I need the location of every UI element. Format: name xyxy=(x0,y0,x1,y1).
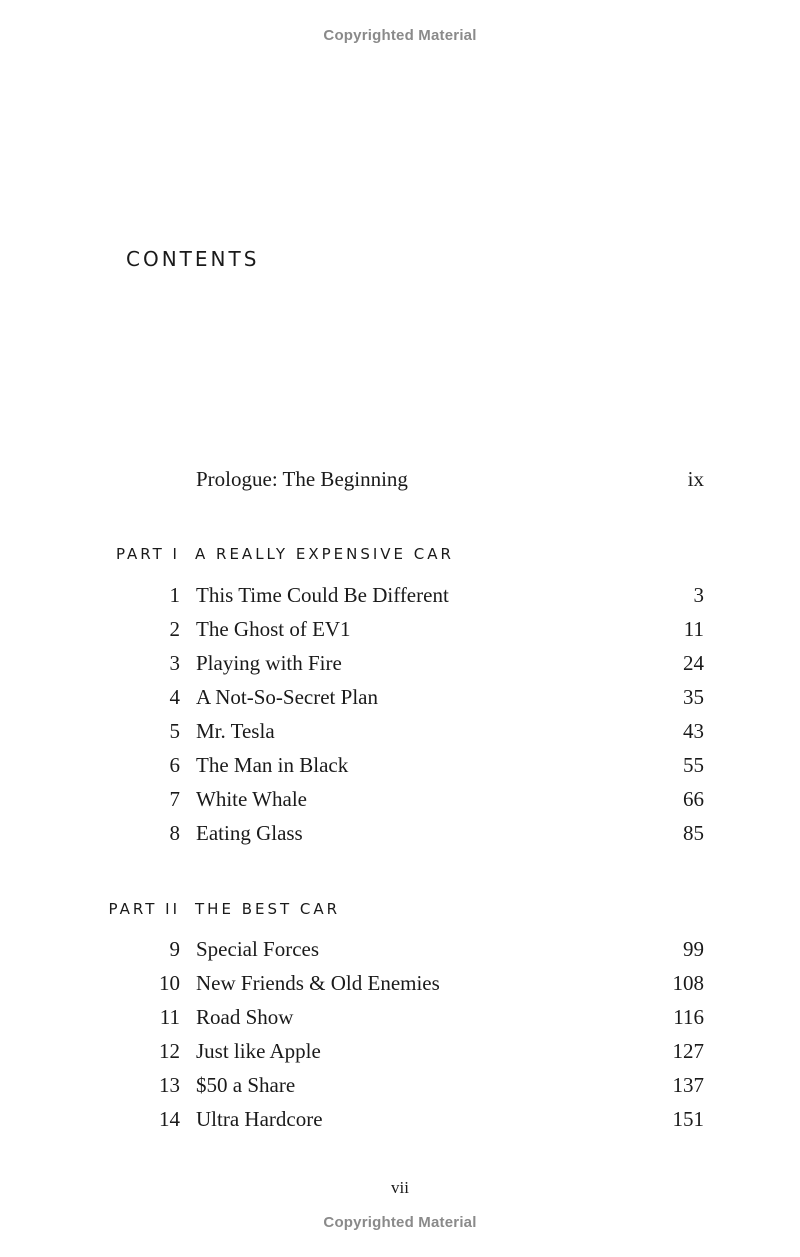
toc-entry xyxy=(0,934,800,964)
chapter-number: 9 xyxy=(169,937,180,961)
chapter-page: 99 xyxy=(683,937,704,961)
chapter-page: 66 xyxy=(683,787,704,811)
chapter-number: 4 xyxy=(169,685,180,709)
chapter-title: Ultra Hardcore xyxy=(196,1107,323,1131)
toc-entry xyxy=(0,648,800,678)
chapter-title: Eating Glass xyxy=(196,821,303,845)
chapter-number: 12 xyxy=(159,1039,180,1063)
copyright-watermark-bottom: Copyrighted Material xyxy=(323,1214,477,1231)
chapter-title: Road Show xyxy=(196,1005,294,1029)
part-title: A REALLY EXPENSIVE CAR xyxy=(195,545,454,563)
part-heading xyxy=(0,542,800,566)
chapter-page: 43 xyxy=(683,719,704,743)
chapter-number: 8 xyxy=(169,821,180,845)
toc-entry xyxy=(0,818,800,848)
chapter-number: 6 xyxy=(169,753,180,777)
chapter-page: 35 xyxy=(683,685,704,709)
toc-entry xyxy=(0,784,800,814)
chapter-number: 11 xyxy=(159,1005,180,1029)
chapter-page: 108 xyxy=(672,971,704,995)
chapter-title: This Time Could Be Different xyxy=(196,583,449,607)
part-title: THE BEST CAR xyxy=(195,900,341,918)
toc-entry xyxy=(0,1070,800,1100)
chapter-title: Mr. Tesla xyxy=(196,719,275,743)
chapter-page: 85 xyxy=(683,821,704,845)
part-label: PART II xyxy=(108,900,180,918)
toc-entry xyxy=(0,1104,800,1134)
chapter-title: Playing with Fire xyxy=(196,651,342,675)
contents-heading: CONTENTS xyxy=(126,247,260,271)
chapter-title: Just like Apple xyxy=(196,1039,321,1063)
chapter-page: 55 xyxy=(683,753,704,777)
chapter-number: 10 xyxy=(159,971,180,995)
toc-entry-prologue xyxy=(0,464,800,494)
chapter-page: 11 xyxy=(683,617,704,641)
chapter-page: 151 xyxy=(672,1107,704,1131)
chapter-number: 13 xyxy=(159,1073,180,1097)
chapter-number: 7 xyxy=(169,787,180,811)
chapter-number: 5 xyxy=(169,719,180,743)
chapter-title: The Man in Black xyxy=(196,753,349,777)
chapter-number: 2 xyxy=(169,617,180,641)
toc-entry xyxy=(0,580,800,610)
chapter-title: The Ghost of EV1 xyxy=(196,617,351,641)
part-label: PART I xyxy=(115,545,180,563)
entry-page: ix xyxy=(687,467,704,491)
copyright-watermark-top: Copyrighted Material xyxy=(323,27,477,44)
toc-entry xyxy=(0,716,800,746)
part-heading xyxy=(0,897,800,921)
toc-entry xyxy=(0,682,800,712)
toc-entry xyxy=(0,1002,800,1032)
chapter-page: 116 xyxy=(673,1005,704,1029)
chapter-title: New Friends & Old Enemies xyxy=(196,971,440,995)
toc-entry xyxy=(0,1036,800,1066)
toc-entry xyxy=(0,750,800,780)
chapter-title: White Whale xyxy=(196,787,307,811)
toc-entry xyxy=(0,968,800,998)
chapter-title: $50 a Share xyxy=(196,1073,296,1097)
chapter-number: 1 xyxy=(169,583,180,607)
chapter-page: 24 xyxy=(683,651,704,675)
chapter-number: 3 xyxy=(169,651,180,675)
entry-title: Prologue: The Beginning xyxy=(196,467,408,491)
page-folio: vii xyxy=(391,1178,409,1197)
chapter-number: 14 xyxy=(159,1107,180,1131)
chapter-title: Special Forces xyxy=(196,937,320,961)
chapter-page: 127 xyxy=(672,1039,704,1063)
chapter-page: 3 xyxy=(693,583,704,607)
chapter-title: A Not-So-Secret Plan xyxy=(196,685,378,709)
chapter-page: 137 xyxy=(672,1073,704,1097)
toc-entry xyxy=(0,614,800,644)
